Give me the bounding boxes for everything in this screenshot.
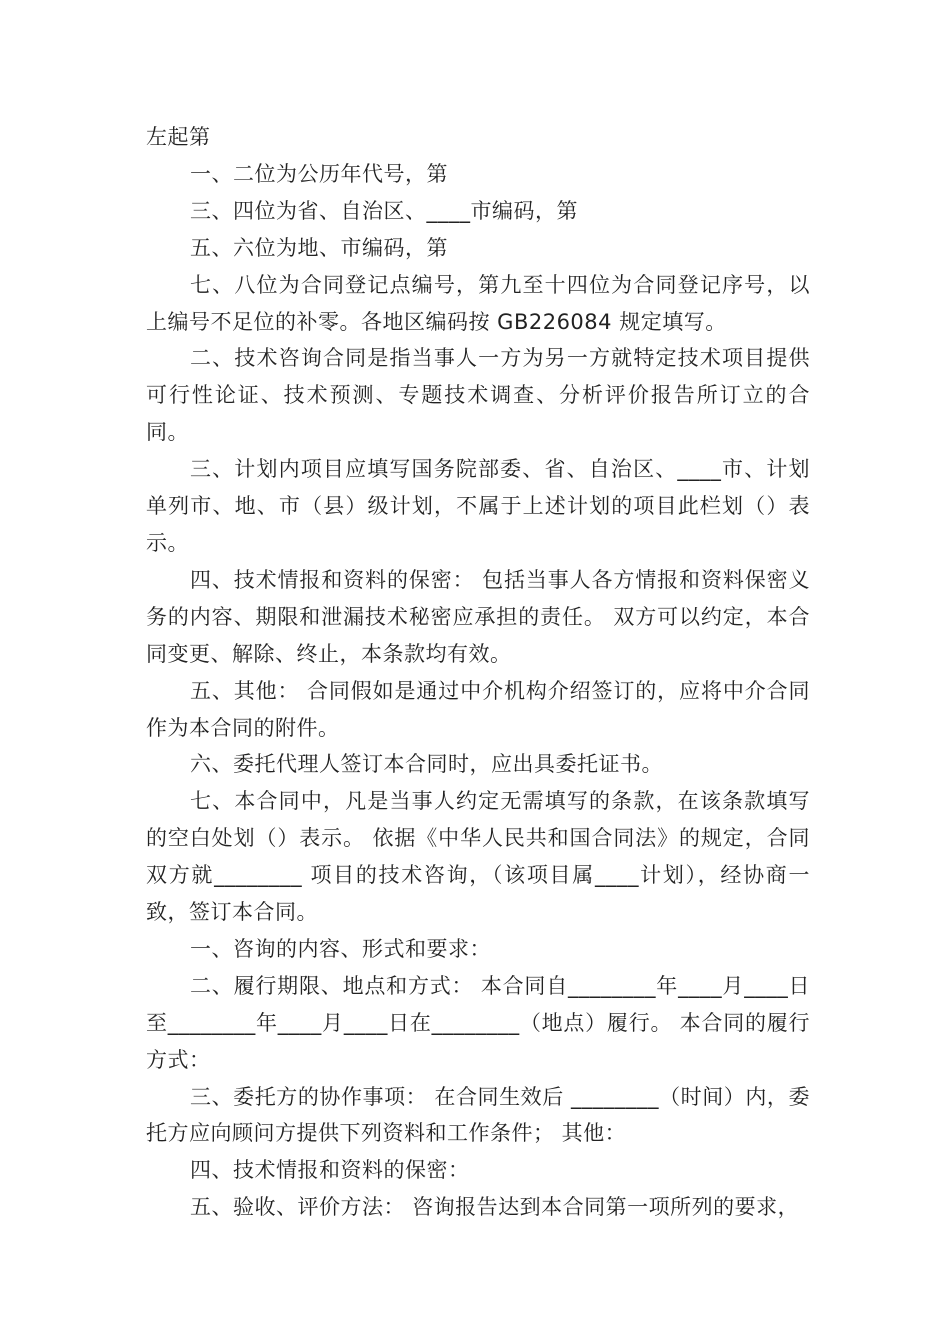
document-body (146, 119, 810, 1226)
paragraph-11: 七、本合同中，凡是当事人约定无需填写的条款，在该条款填写的空白处划（）表示。 依据《中华人民共和国合同法》的规定，合同双方就________ 项目的技术咨询，（该项目属____计划），经协商一致，签订本合同。 (146, 789, 810, 925)
paragraph-7: 三、计划内项目应填写国务院部委、省、自治区、____市、计划单列市、地、市（县）级计划，不属于上述计划的项目此栏划（）表示。 (146, 457, 810, 555)
paragraph-2: 一、二位为公历年代号，第 (190, 161, 448, 186)
paragraph-15: 四、技术情报和资料的保密： (190, 1158, 470, 1183)
paragraph-9: 五、其他： 合同假如是通过中介机构介绍签订的，应将中介合同作为本合同的附件。 (146, 678, 810, 740)
paragraph-8: 四、技术情报和资料的保密： 包括当事人各方情报和资料保密义务的内容、期限和泄漏技术秘密应承担的责任。 双方可以约定，本合同变更、解除、终止，本条款均有效。 (146, 567, 810, 666)
paragraph-4: 五、六位为地、市编码，第 (190, 235, 448, 260)
paragraph-12: 一、咨询的内容、形式和要求： (190, 936, 491, 961)
paragraph-5: 七、八位为合同登记点编号，第九至十四位为合同登记序号，以上编号不足位的补零。各地区编码按 GB226084 规定填写。 (146, 272, 810, 334)
paragraph-10: 六、委托代理人签订本合同时，应出具委托证书。 (190, 752, 663, 777)
paragraph-14: 三、委托方的协作事项： 在合同生效后 ________（时间）内，委托方应向顾问方提供下列资料和工作条件； 其他： (146, 1084, 810, 1146)
paragraph-16: 五、验收、评价方法： 咨询报告达到本合同第一项所列的要求， (190, 1195, 800, 1220)
paragraph-3: 三、四位为省、自治区、____市编码，第 (190, 198, 578, 223)
paragraph-1: 左起第 (146, 125, 211, 149)
paragraph-6: 二、技术咨询合同是指当事人一方为另一方就特定技术项目提供可行性论证、技术预测、专题技术调查、分析评价报告所订立的合同。 (146, 346, 810, 445)
paragraph-13: 二、履行期限、地点和方式： 本合同自________年____月____日至________年____月____日在________（地点）履行。 本合同的履行方式： (146, 973, 810, 1072)
